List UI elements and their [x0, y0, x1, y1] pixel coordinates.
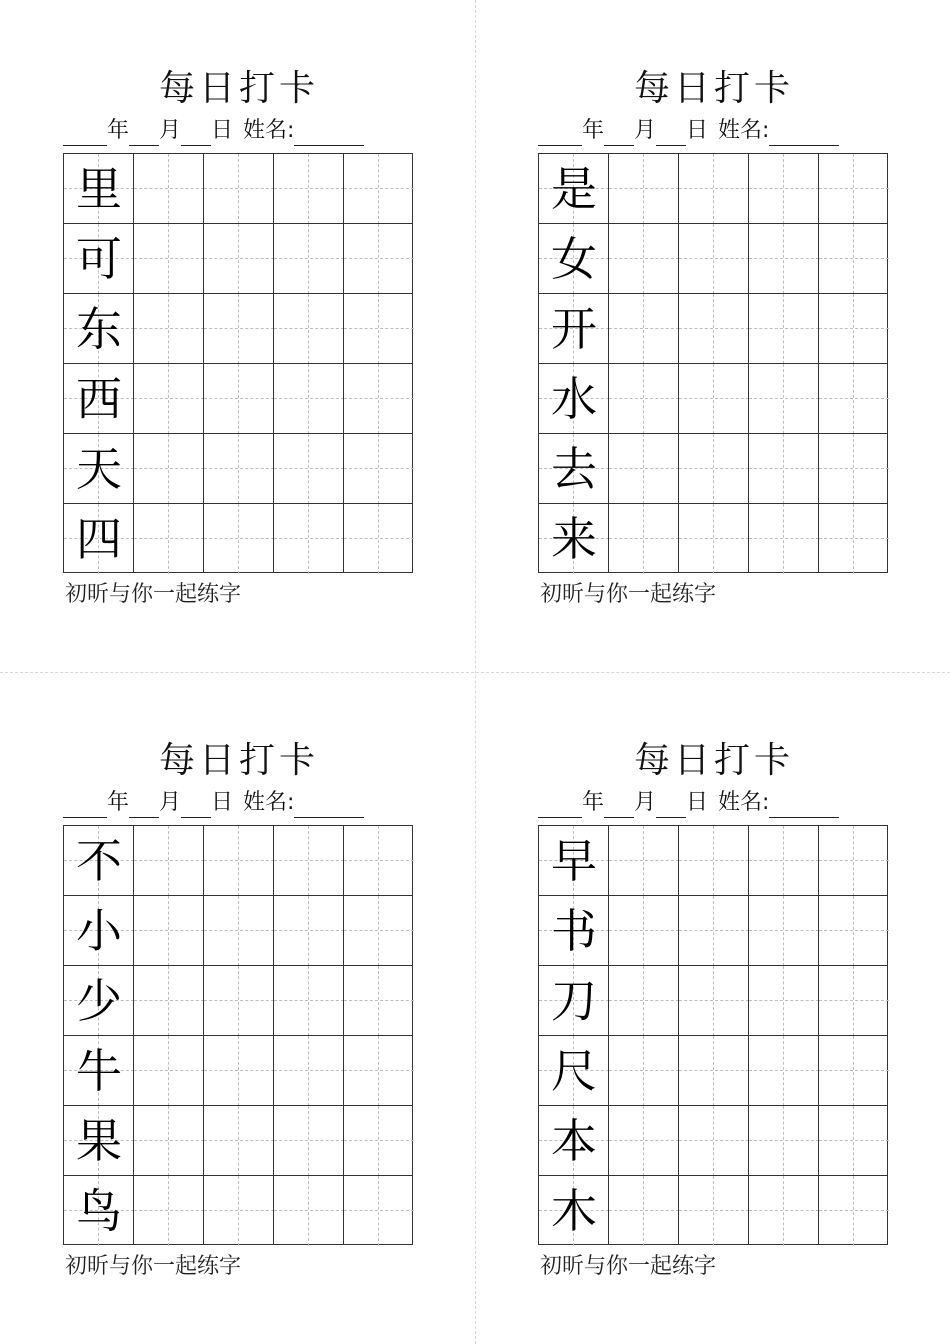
practice-cell[interactable] — [344, 896, 414, 966]
grid-row — [539, 1106, 887, 1176]
practice-cell[interactable] — [134, 504, 204, 574]
model-character-cell — [64, 504, 134, 574]
practice-cell[interactable] — [134, 1036, 204, 1106]
practice-cell[interactable] — [609, 966, 679, 1036]
practice-cell[interactable] — [609, 1176, 679, 1246]
card-footer: 初昕与你一起练字 — [65, 582, 242, 607]
practice-card — [538, 672, 890, 1279]
practice-cell[interactable] — [819, 826, 889, 896]
grid-row — [64, 896, 412, 966]
practice-cell[interactable] — [134, 154, 204, 224]
model-character-cell — [64, 1106, 134, 1176]
name-blank[interactable] — [294, 123, 364, 146]
practice-cell[interactable] — [204, 966, 274, 1036]
practice-cell[interactable] — [679, 294, 749, 364]
model-character: 水 — [551, 372, 597, 426]
practice-cell[interactable] — [749, 896, 819, 966]
practice-cell[interactable] — [134, 966, 204, 1036]
practice-cell[interactable] — [344, 966, 414, 1036]
practice-cell[interactable] — [679, 434, 749, 504]
practice-cell[interactable] — [679, 1176, 749, 1246]
practice-cell[interactable] — [679, 1106, 749, 1176]
practice-cell[interactable] — [749, 1176, 819, 1246]
practice-cell[interactable] — [819, 504, 889, 574]
model-character: 去 — [551, 442, 597, 496]
grid-row — [64, 966, 412, 1036]
practice-cell[interactable] — [609, 364, 679, 434]
practice-cell[interactable] — [819, 966, 889, 1036]
practice-cell[interactable] — [609, 294, 679, 364]
practice-cell[interactable] — [204, 504, 274, 574]
practice-cell[interactable] — [134, 1106, 204, 1176]
year-label: 年 — [107, 790, 130, 815]
model-character: 来 — [551, 512, 597, 566]
date-name-line — [538, 788, 890, 818]
practice-cell[interactable] — [819, 1036, 889, 1106]
practice-cell[interactable] — [679, 966, 749, 1036]
practice-cell[interactable] — [749, 364, 819, 434]
practice-cell[interactable] — [819, 434, 889, 504]
practice-cell[interactable] — [204, 294, 274, 364]
month-blank[interactable] — [129, 123, 159, 146]
practice-cell[interactable] — [274, 966, 344, 1036]
practice-cell[interactable] — [134, 224, 204, 294]
practice-cell[interactable] — [274, 294, 344, 364]
practice-cell[interactable] — [204, 434, 274, 504]
practice-cell[interactable] — [819, 154, 889, 224]
model-character-cell — [539, 826, 609, 896]
model-character-cell — [539, 364, 609, 434]
practice-cell[interactable] — [274, 364, 344, 434]
writing-grid — [538, 825, 888, 1245]
model-character-cell — [64, 434, 134, 504]
practice-cell[interactable] — [344, 294, 414, 364]
practice-cell[interactable] — [609, 1036, 679, 1106]
model-character-cell — [64, 224, 134, 294]
grid-row — [539, 1036, 887, 1106]
model-character-cell — [539, 1106, 609, 1176]
practice-cell[interactable] — [134, 364, 204, 434]
day-blank[interactable] — [656, 123, 686, 146]
model-character-cell — [64, 966, 134, 1036]
model-character-cell — [539, 154, 609, 224]
year-label: 年 — [582, 790, 605, 815]
grid-row — [539, 896, 887, 966]
name-label: 姓名: — [718, 118, 770, 143]
model-character: 果 — [76, 1114, 122, 1168]
practice-cell[interactable] — [274, 504, 344, 574]
practice-cell[interactable] — [204, 1036, 274, 1106]
model-character-cell — [64, 1036, 134, 1106]
model-character: 鸟 — [76, 1184, 122, 1238]
practice-cell[interactable] — [274, 224, 344, 294]
month-blank[interactable] — [604, 795, 634, 818]
model-character-cell — [539, 294, 609, 364]
day-label: 日 — [686, 790, 709, 815]
grid-row — [539, 224, 887, 294]
day-blank[interactable] — [181, 795, 211, 818]
practice-cell[interactable] — [679, 154, 749, 224]
grid-row — [539, 294, 887, 364]
day-blank[interactable] — [181, 123, 211, 146]
model-character-cell — [539, 224, 609, 294]
practice-cell[interactable] — [749, 966, 819, 1036]
practice-cell[interactable] — [134, 434, 204, 504]
grid-row — [64, 826, 412, 896]
practice-cell[interactable] — [609, 826, 679, 896]
model-character-cell — [64, 364, 134, 434]
model-character: 不 — [76, 834, 122, 888]
month-label: 月 — [159, 118, 182, 143]
date-name-line — [63, 116, 415, 146]
grid-row — [539, 154, 887, 224]
practice-cell[interactable] — [679, 1036, 749, 1106]
grid-row — [64, 1106, 412, 1176]
practice-cell[interactable] — [344, 826, 414, 896]
day-label: 日 — [211, 118, 234, 143]
model-character: 尺 — [551, 1044, 597, 1098]
practice-cell[interactable] — [344, 224, 414, 294]
practice-cell[interactable] — [609, 504, 679, 574]
grid-row — [64, 294, 412, 364]
practice-cell[interactable] — [819, 294, 889, 364]
model-character: 书 — [551, 904, 597, 958]
model-character: 刀 — [551, 974, 597, 1028]
practice-cell[interactable] — [274, 826, 344, 896]
model-character: 少 — [76, 974, 122, 1028]
name-label: 姓名: — [243, 790, 295, 815]
grid-row — [64, 364, 412, 434]
grid-row — [539, 364, 887, 434]
practice-cell[interactable] — [749, 1036, 819, 1106]
card-footer: 初昕与你一起练字 — [540, 582, 717, 607]
grid-row — [64, 434, 412, 504]
practice-cell[interactable] — [204, 364, 274, 434]
grid-row — [64, 504, 412, 574]
grid-row — [64, 1036, 412, 1106]
practice-cell[interactable] — [819, 896, 889, 966]
practice-cell[interactable] — [609, 224, 679, 294]
year-blank[interactable] — [63, 795, 107, 818]
practice-cell[interactable] — [679, 896, 749, 966]
month-label: 月 — [634, 790, 657, 815]
practice-cell[interactable] — [344, 434, 414, 504]
day-label: 日 — [211, 790, 234, 815]
practice-cell[interactable] — [749, 224, 819, 294]
model-character-cell — [539, 1036, 609, 1106]
practice-card — [63, 0, 415, 607]
writing-grid — [538, 153, 888, 573]
card-title: 每日打卡 — [158, 740, 319, 781]
month-blank[interactable] — [129, 795, 159, 818]
date-name-line — [63, 788, 415, 818]
practice-cell[interactable] — [819, 364, 889, 434]
model-character-cell — [539, 434, 609, 504]
card-footer: 初昕与你一起练字 — [65, 1254, 242, 1279]
practice-cell[interactable] — [749, 1106, 819, 1176]
model-character-cell — [539, 1176, 609, 1246]
practice-cell[interactable] — [819, 1176, 889, 1246]
card-footer: 初昕与你一起练字 — [540, 1254, 717, 1279]
model-character-cell — [539, 896, 609, 966]
practice-cell[interactable] — [274, 154, 344, 224]
grid-row — [539, 1176, 887, 1246]
model-character-cell — [64, 154, 134, 224]
model-character-cell — [64, 826, 134, 896]
model-character: 四 — [76, 512, 122, 566]
practice-cell[interactable] — [344, 364, 414, 434]
writing-grid — [63, 825, 413, 1245]
name-blank[interactable] — [294, 795, 364, 818]
model-character: 小 — [76, 904, 122, 958]
practice-cell[interactable] — [274, 1176, 344, 1246]
practice-cell[interactable] — [134, 1176, 204, 1246]
practice-cell[interactable] — [819, 224, 889, 294]
card-title: 每日打卡 — [633, 68, 794, 109]
model-character: 是 — [551, 162, 597, 216]
model-character: 早 — [551, 834, 597, 888]
practice-cell[interactable] — [274, 434, 344, 504]
practice-cell[interactable] — [609, 154, 679, 224]
grid-row — [64, 224, 412, 294]
date-name-line — [538, 116, 890, 146]
practice-cell[interactable] — [274, 1106, 344, 1176]
name-label: 姓名: — [243, 118, 295, 143]
grid-row — [539, 826, 887, 896]
model-character-cell — [64, 294, 134, 364]
practice-cell[interactable] — [819, 1106, 889, 1176]
writing-grid — [63, 153, 413, 573]
practice-card — [538, 0, 890, 607]
practice-cell[interactable] — [749, 154, 819, 224]
grid-row — [64, 154, 412, 224]
practice-cell[interactable] — [204, 154, 274, 224]
model-character: 西 — [76, 372, 122, 426]
practice-cell[interactable] — [679, 224, 749, 294]
practice-cell[interactable] — [609, 1106, 679, 1176]
month-label: 月 — [159, 790, 182, 815]
practice-cell[interactable] — [344, 1036, 414, 1106]
practice-cell[interactable] — [204, 1176, 274, 1246]
name-blank[interactable] — [769, 123, 839, 146]
practice-cell[interactable] — [204, 896, 274, 966]
day-label: 日 — [686, 118, 709, 143]
month-blank[interactable] — [604, 123, 634, 146]
practice-cell[interactable] — [749, 434, 819, 504]
model-character-cell — [539, 504, 609, 574]
model-character-cell — [539, 966, 609, 1036]
practice-cell[interactable] — [609, 896, 679, 966]
model-character: 本 — [551, 1114, 597, 1168]
practice-cell[interactable] — [344, 1176, 414, 1246]
model-character: 里 — [76, 162, 122, 216]
year-blank[interactable] — [538, 795, 582, 818]
card-title: 每日打卡 — [158, 68, 319, 109]
practice-cell[interactable] — [274, 1036, 344, 1106]
name-blank[interactable] — [769, 795, 839, 818]
model-character-cell — [64, 896, 134, 966]
practice-cell[interactable] — [609, 434, 679, 504]
year-label: 年 — [107, 118, 130, 143]
year-blank[interactable] — [538, 123, 582, 146]
practice-cell[interactable] — [749, 826, 819, 896]
practice-cell[interactable] — [274, 896, 344, 966]
model-character: 女 — [551, 232, 597, 286]
model-character: 可 — [76, 232, 122, 286]
practice-cell[interactable] — [134, 826, 204, 896]
practice-cell[interactable] — [749, 294, 819, 364]
practice-cell[interactable] — [344, 154, 414, 224]
practice-cell[interactable] — [749, 504, 819, 574]
card-title: 每日打卡 — [633, 740, 794, 781]
name-label: 姓名: — [718, 790, 770, 815]
practice-cell[interactable] — [679, 504, 749, 574]
model-character: 牛 — [76, 1044, 122, 1098]
practice-cell[interactable] — [679, 826, 749, 896]
month-label: 月 — [634, 118, 657, 143]
practice-cell[interactable] — [134, 294, 204, 364]
grid-row — [539, 434, 887, 504]
practice-cell[interactable] — [204, 826, 274, 896]
year-blank[interactable] — [63, 123, 107, 146]
practice-cell[interactable] — [344, 504, 414, 574]
grid-row — [539, 504, 887, 574]
practice-cell[interactable] — [204, 1106, 274, 1176]
model-character: 东 — [76, 302, 122, 356]
year-label: 年 — [582, 118, 605, 143]
practice-cell[interactable] — [679, 364, 749, 434]
day-blank[interactable] — [656, 795, 686, 818]
model-character: 开 — [551, 302, 597, 356]
model-character-cell — [64, 1176, 134, 1246]
practice-cell[interactable] — [344, 1106, 414, 1176]
model-character: 天 — [76, 442, 122, 496]
practice-cell[interactable] — [134, 896, 204, 966]
model-character: 木 — [551, 1184, 597, 1238]
grid-row — [64, 1176, 412, 1246]
grid-row — [539, 966, 887, 1036]
practice-cell[interactable] — [204, 224, 274, 294]
practice-card — [63, 672, 415, 1279]
